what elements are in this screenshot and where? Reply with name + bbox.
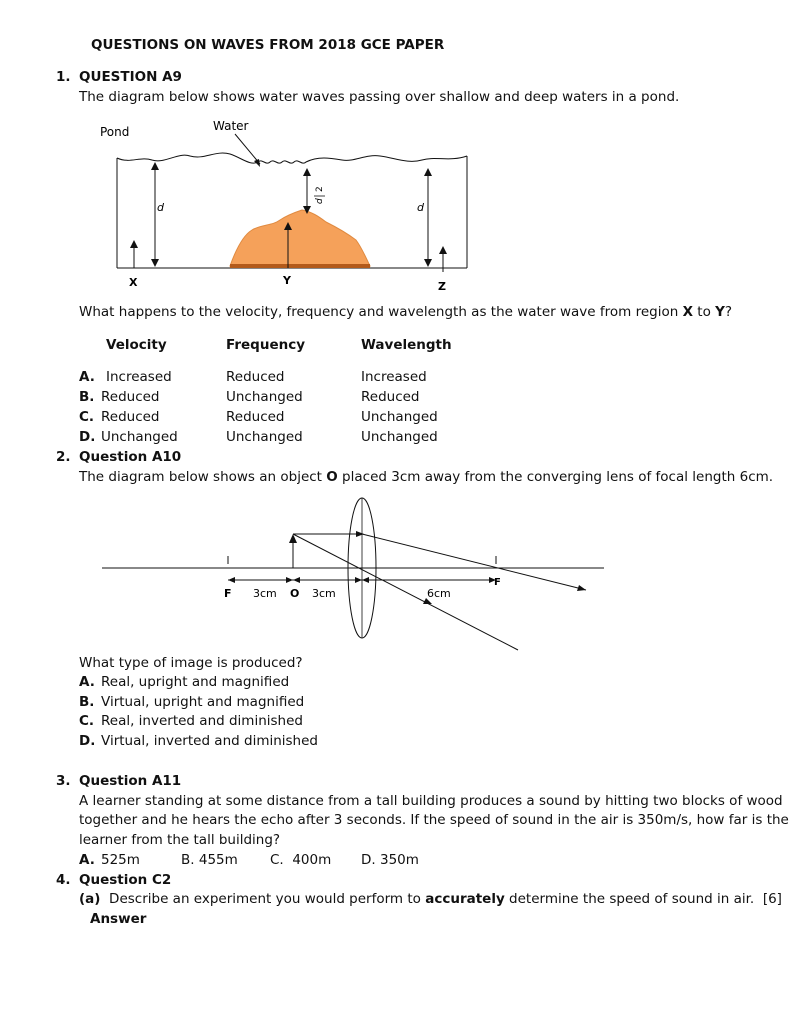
shallow-mound — [230, 210, 370, 266]
q1-option-c — [79, 408, 160, 426]
ray-refracted-head — [577, 585, 586, 591]
q4-part-pre: Describe an experiment you would perform to — [109, 891, 426, 907]
d-right-label: d — [417, 201, 424, 214]
dist-label-3: 6cm — [427, 587, 451, 600]
q2-option-text: Real, inverted and diminished — [101, 713, 303, 729]
q3-option-text: 350m — [379, 852, 419, 868]
water-label: Water — [213, 119, 249, 133]
q1-option-d — [79, 428, 178, 446]
q1-question — [79, 303, 732, 321]
dim-o-to-lens-left — [293, 577, 300, 583]
q3-option-text: 455m — [198, 852, 238, 868]
q3-option-letter: C. — [270, 852, 284, 868]
d-right-arrow-bottom — [424, 259, 432, 267]
q2-option-b — [79, 693, 304, 711]
q1-option-letter: A. — [79, 369, 95, 385]
q4-answer-label: Answer — [90, 911, 147, 927]
dim-f-to-o-right — [286, 577, 293, 583]
q4-marks: [6] — [762, 891, 782, 907]
q3-option-d — [361, 851, 419, 869]
z-region-arrow-head — [439, 246, 447, 254]
q3-option-letter: D. — [361, 852, 376, 868]
q4-heading: Question C2 — [79, 872, 172, 888]
col-frequency: Frequency — [226, 337, 306, 353]
q3-option-text: 525m — [101, 852, 140, 868]
q2-number: 2. — [56, 449, 71, 465]
q3-option-c — [270, 851, 331, 869]
q2-option-letter: B. — [79, 694, 95, 710]
q2-option-letter: C. — [79, 713, 95, 729]
q2-option-letter: A. — [79, 674, 95, 690]
col-velocity: Velocity — [106, 337, 167, 353]
dim-o-to-lens-right — [355, 577, 362, 583]
q4-part-post: determine the speed of sound in air. — [504, 891, 755, 907]
d-half-numerator: d — [315, 198, 325, 204]
q4-part-a — [79, 890, 782, 908]
q1-option-d-frequency: Unchanged — [226, 429, 303, 445]
q1-option-velocity: Reduced — [101, 389, 160, 405]
q1-number: 1. — [56, 69, 71, 85]
q2-option-text: Virtual, upright and magnified — [101, 694, 305, 710]
q1-option-velocity: Increased — [106, 369, 172, 385]
d-left-label: d — [157, 201, 164, 214]
q3-line-3: learner from the tall building? — [79, 832, 281, 848]
q3-option-letter: A. — [79, 852, 95, 868]
ray-refracted — [362, 534, 586, 590]
q3-option-b — [181, 851, 238, 869]
d-left-arrow-bottom — [151, 259, 159, 267]
dim-lens-to-f-left — [362, 577, 369, 583]
q1-option-b-wavelength: Reduced — [361, 389, 420, 405]
y-label: Y — [283, 274, 291, 287]
q1-option-a-frequency: Reduced — [226, 369, 285, 385]
q1-option-b — [79, 388, 160, 406]
q1-option-velocity: Reduced — [101, 409, 160, 425]
q2-heading: Question A10 — [79, 449, 182, 465]
pond-label: Pond — [100, 125, 130, 139]
q1-option-d-wavelength: Unchanged — [361, 429, 438, 445]
d-half-denominator: 2 — [315, 186, 325, 192]
q1-option-velocity: Unchanged — [101, 429, 178, 445]
q2-option-text: Real, upright and magnified — [101, 674, 290, 690]
q1-option-letter: D. — [79, 429, 96, 445]
col-wavelength: Wavelength — [361, 337, 452, 353]
q2-intro-pre: The diagram below shows an object — [79, 469, 327, 485]
q4-part-label: (a) — [79, 891, 101, 907]
dist-label-1: 3cm — [253, 587, 277, 600]
q1-option-a — [79, 368, 172, 386]
q1-option-letter: C. — [79, 409, 95, 425]
q4-part-bold: accurately — [425, 891, 505, 907]
q1-question-pre: What happens to the velocity, frequency and wavelength as the water wave from region — [79, 304, 683, 320]
q3-number: 3. — [56, 773, 71, 789]
q2-option-d — [79, 732, 318, 750]
q1-question-post: ? — [724, 304, 733, 320]
q2-intro-post: placed 3cm away from the converging lens of focal length 6cm. — [337, 469, 774, 485]
d-left-arrow-top — [151, 162, 159, 170]
focal-label-right: F — [494, 577, 501, 588]
q2-option-text: Virtual, inverted and diminished — [101, 733, 318, 749]
d-half-arrow-top — [303, 168, 311, 176]
dim-f-to-o-left — [228, 577, 235, 583]
q3-line-1: A learner standing at some distance from a tall building produces a sound by hitting two blocks of wood — [79, 793, 783, 809]
q2-option-letter: D. — [79, 733, 96, 749]
x-region-arrow-head — [130, 240, 138, 248]
page-title: QUESTIONS ON WAVES FROM 2018 GCE PAPER — [91, 37, 445, 53]
d-right-arrow-top — [424, 168, 432, 176]
q1-intro: The diagram below shows water waves passing over shallow and deep waters in a pond. — [79, 89, 680, 105]
q2-option-c — [79, 712, 303, 730]
mound-base — [230, 264, 370, 268]
q1-option-c-wavelength: Unchanged — [361, 409, 438, 425]
q2-question: What type of image is produced? — [79, 655, 303, 671]
q1-option-letter: B. — [79, 389, 95, 405]
pond-diagram — [90, 112, 490, 298]
q1-question-mid: to — [693, 304, 716, 320]
q2-intro-object: O — [326, 469, 338, 485]
q3-option-letter: B. — [181, 852, 195, 868]
q3-line-2: together and he hears the echo after 3 seconds. If the speed of sound in the air is 350m/s, how far is the — [79, 812, 789, 828]
q1-option-c-frequency: Reduced — [226, 409, 285, 425]
q1-question-x: X — [682, 304, 693, 320]
z-label: Z — [438, 280, 446, 293]
q1-option-b-frequency: Unchanged — [226, 389, 303, 405]
x-label: X — [129, 276, 138, 289]
q1-option-a-wavelength: Increased — [361, 369, 427, 385]
dist-label-2: 3cm — [312, 587, 336, 600]
q3-option-a — [79, 851, 140, 869]
q2-intro — [79, 468, 773, 486]
q3-heading: Question A11 — [79, 773, 182, 789]
q1-heading: QUESTION A9 — [79, 69, 182, 85]
lens-diagram — [100, 488, 610, 656]
d-half-label — [314, 186, 325, 204]
q1-question-y: Y — [715, 304, 725, 320]
focal-label-left: F — [224, 587, 232, 600]
q4-number: 4. — [56, 872, 71, 888]
q3-option-text: 400m — [292, 852, 332, 868]
object-label: O — [290, 587, 300, 600]
q2-option-a — [79, 673, 289, 691]
water-pointer — [235, 134, 260, 164]
water-surface-wave — [117, 153, 467, 163]
